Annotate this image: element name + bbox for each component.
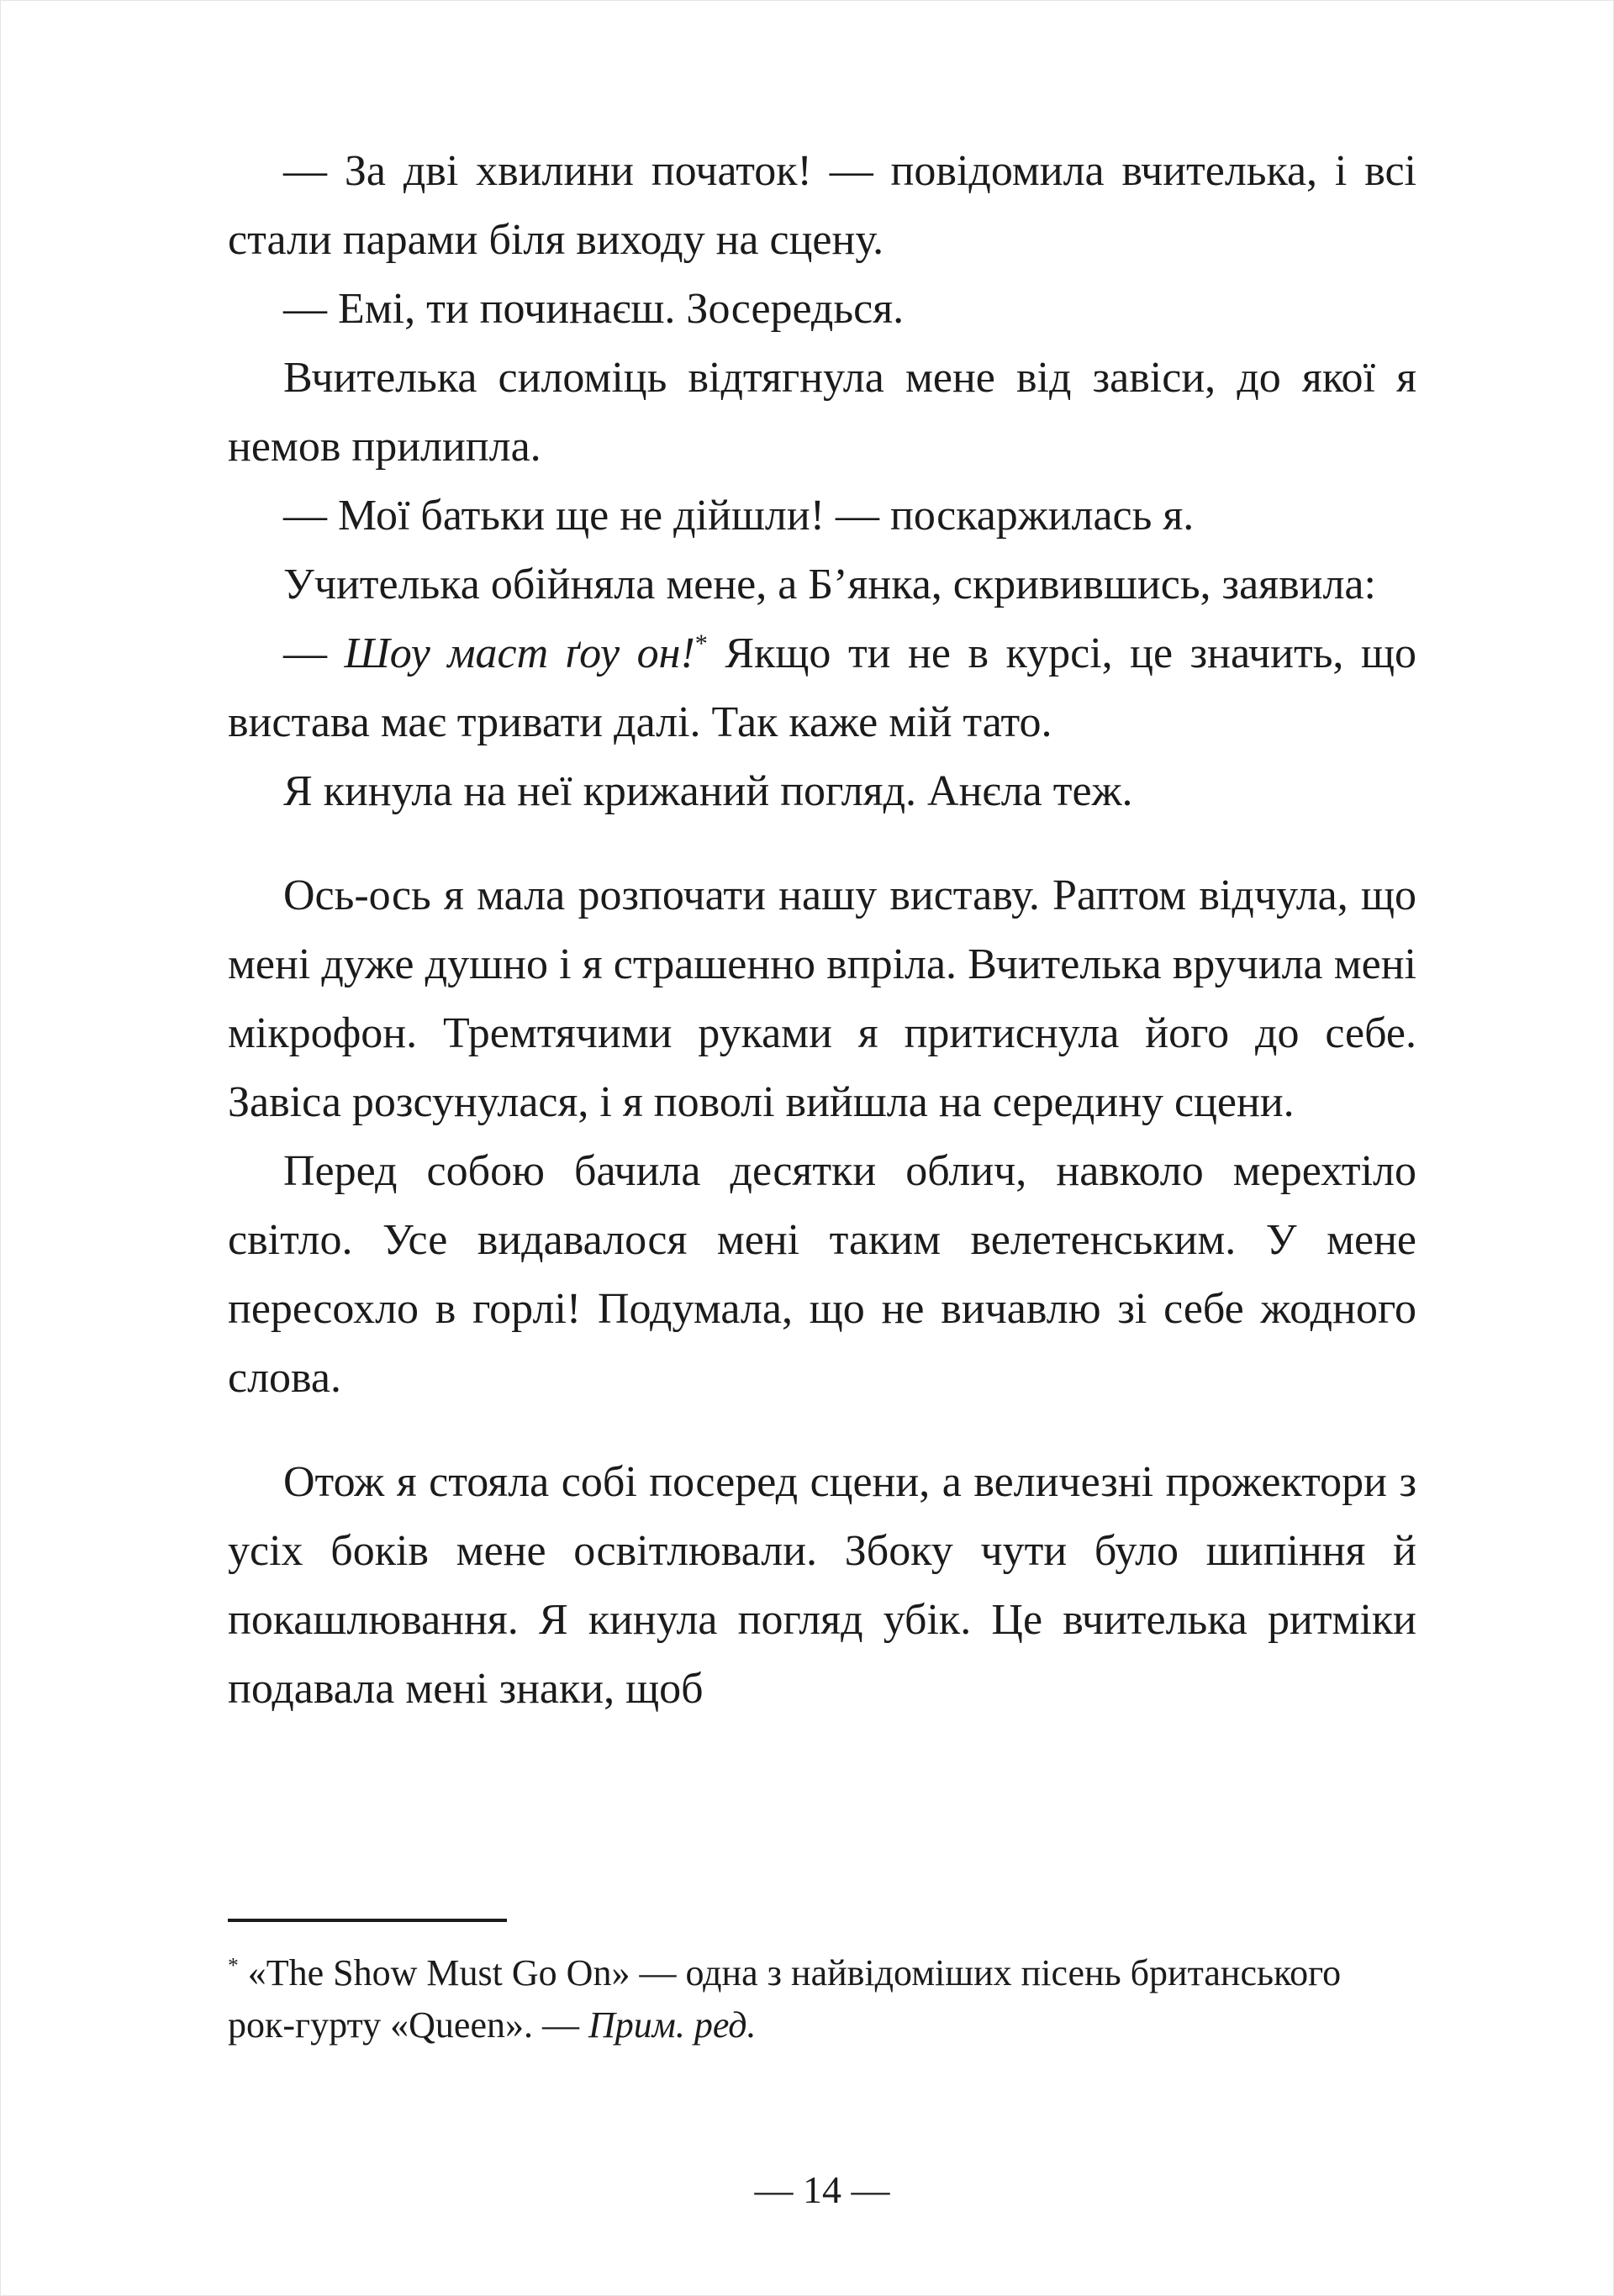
paragraph	[228, 757, 1416, 826]
paragraph	[228, 619, 1416, 757]
paragraph	[228, 1448, 1416, 1724]
footnote	[228, 1919, 1416, 2051]
footnote-marker: *	[228, 1952, 239, 1977]
text-run: Перед собою бачила десятки облич, навколо мерехтіло світло. Усе видавалося мені таким велетенським. У мене пересохло в горлі! Подумала, що не вичавлю зі себе жодного слова.	[228, 1147, 1416, 1402]
text-run: «The Show Must Go On» — одна з найвідоміших пісень британського рок-гурту «Queen». —	[228, 1952, 1342, 2046]
footnote-rule	[228, 1919, 507, 1922]
paragraph	[228, 550, 1416, 619]
text-run: Я кинула на неї крижаний погляд. Анєла теж.	[283, 767, 1133, 815]
paragraph	[228, 482, 1416, 550]
paragraph	[228, 137, 1416, 275]
text-run: Ось-ось я мала розпочати нашу виставу. Раптом відчула, що мені дуже душно і я страшенно впріла. Вчителька вручила мені мікрофон. Тремтячими руками я притиснула його до себе. Завіса розсунулася, і я поволі вийшла на середину сцени.	[228, 872, 1416, 1126]
text-run: Вчителька силоміць відтягнула мене від завіси, до якої я немов прилипла.	[228, 354, 1416, 471]
text-run: — Емі, ти починаєш. Зосередься.	[283, 285, 905, 333]
text-run: Прим. ред.	[588, 2004, 757, 2046]
paragraph	[228, 275, 1416, 344]
text-run: Учителька обійняла мене, а Б’янка, скривившись, заявила:	[283, 561, 1376, 608]
footnote-marker: *	[694, 629, 708, 658]
text-run: Якщо ти не в курсі, це значить, що вистава має тривати далі. Так каже мій тато.	[228, 629, 1417, 746]
page-number: — 14 —	[754, 2168, 890, 2211]
footnote-text	[228, 1947, 1416, 2051]
paragraph	[228, 1137, 1416, 1413]
paragraph	[228, 861, 1416, 1137]
text-run: —	[283, 629, 345, 677]
text-run: Отож я стояла собі посеред сцени, а величезні прожектори з усіх боків мене освітлювали. Збоку чути було шипіння й покашлювання. Я кинула погляд убік. Це вчителька ритміки подавала мені знаки, щоб	[228, 1458, 1416, 1713]
text-run: — Мої батьки ще не дійшли! — поскаржилась я.	[283, 492, 1195, 540]
text-run: Шоу маст ґоу он!	[344, 629, 695, 677]
text-run: — За дві хвилини початок! — повідомила вчителька, і всі стали парами біля виходу на сцену.	[228, 147, 1416, 264]
paragraph	[228, 344, 1416, 482]
body-text	[228, 137, 1416, 1724]
